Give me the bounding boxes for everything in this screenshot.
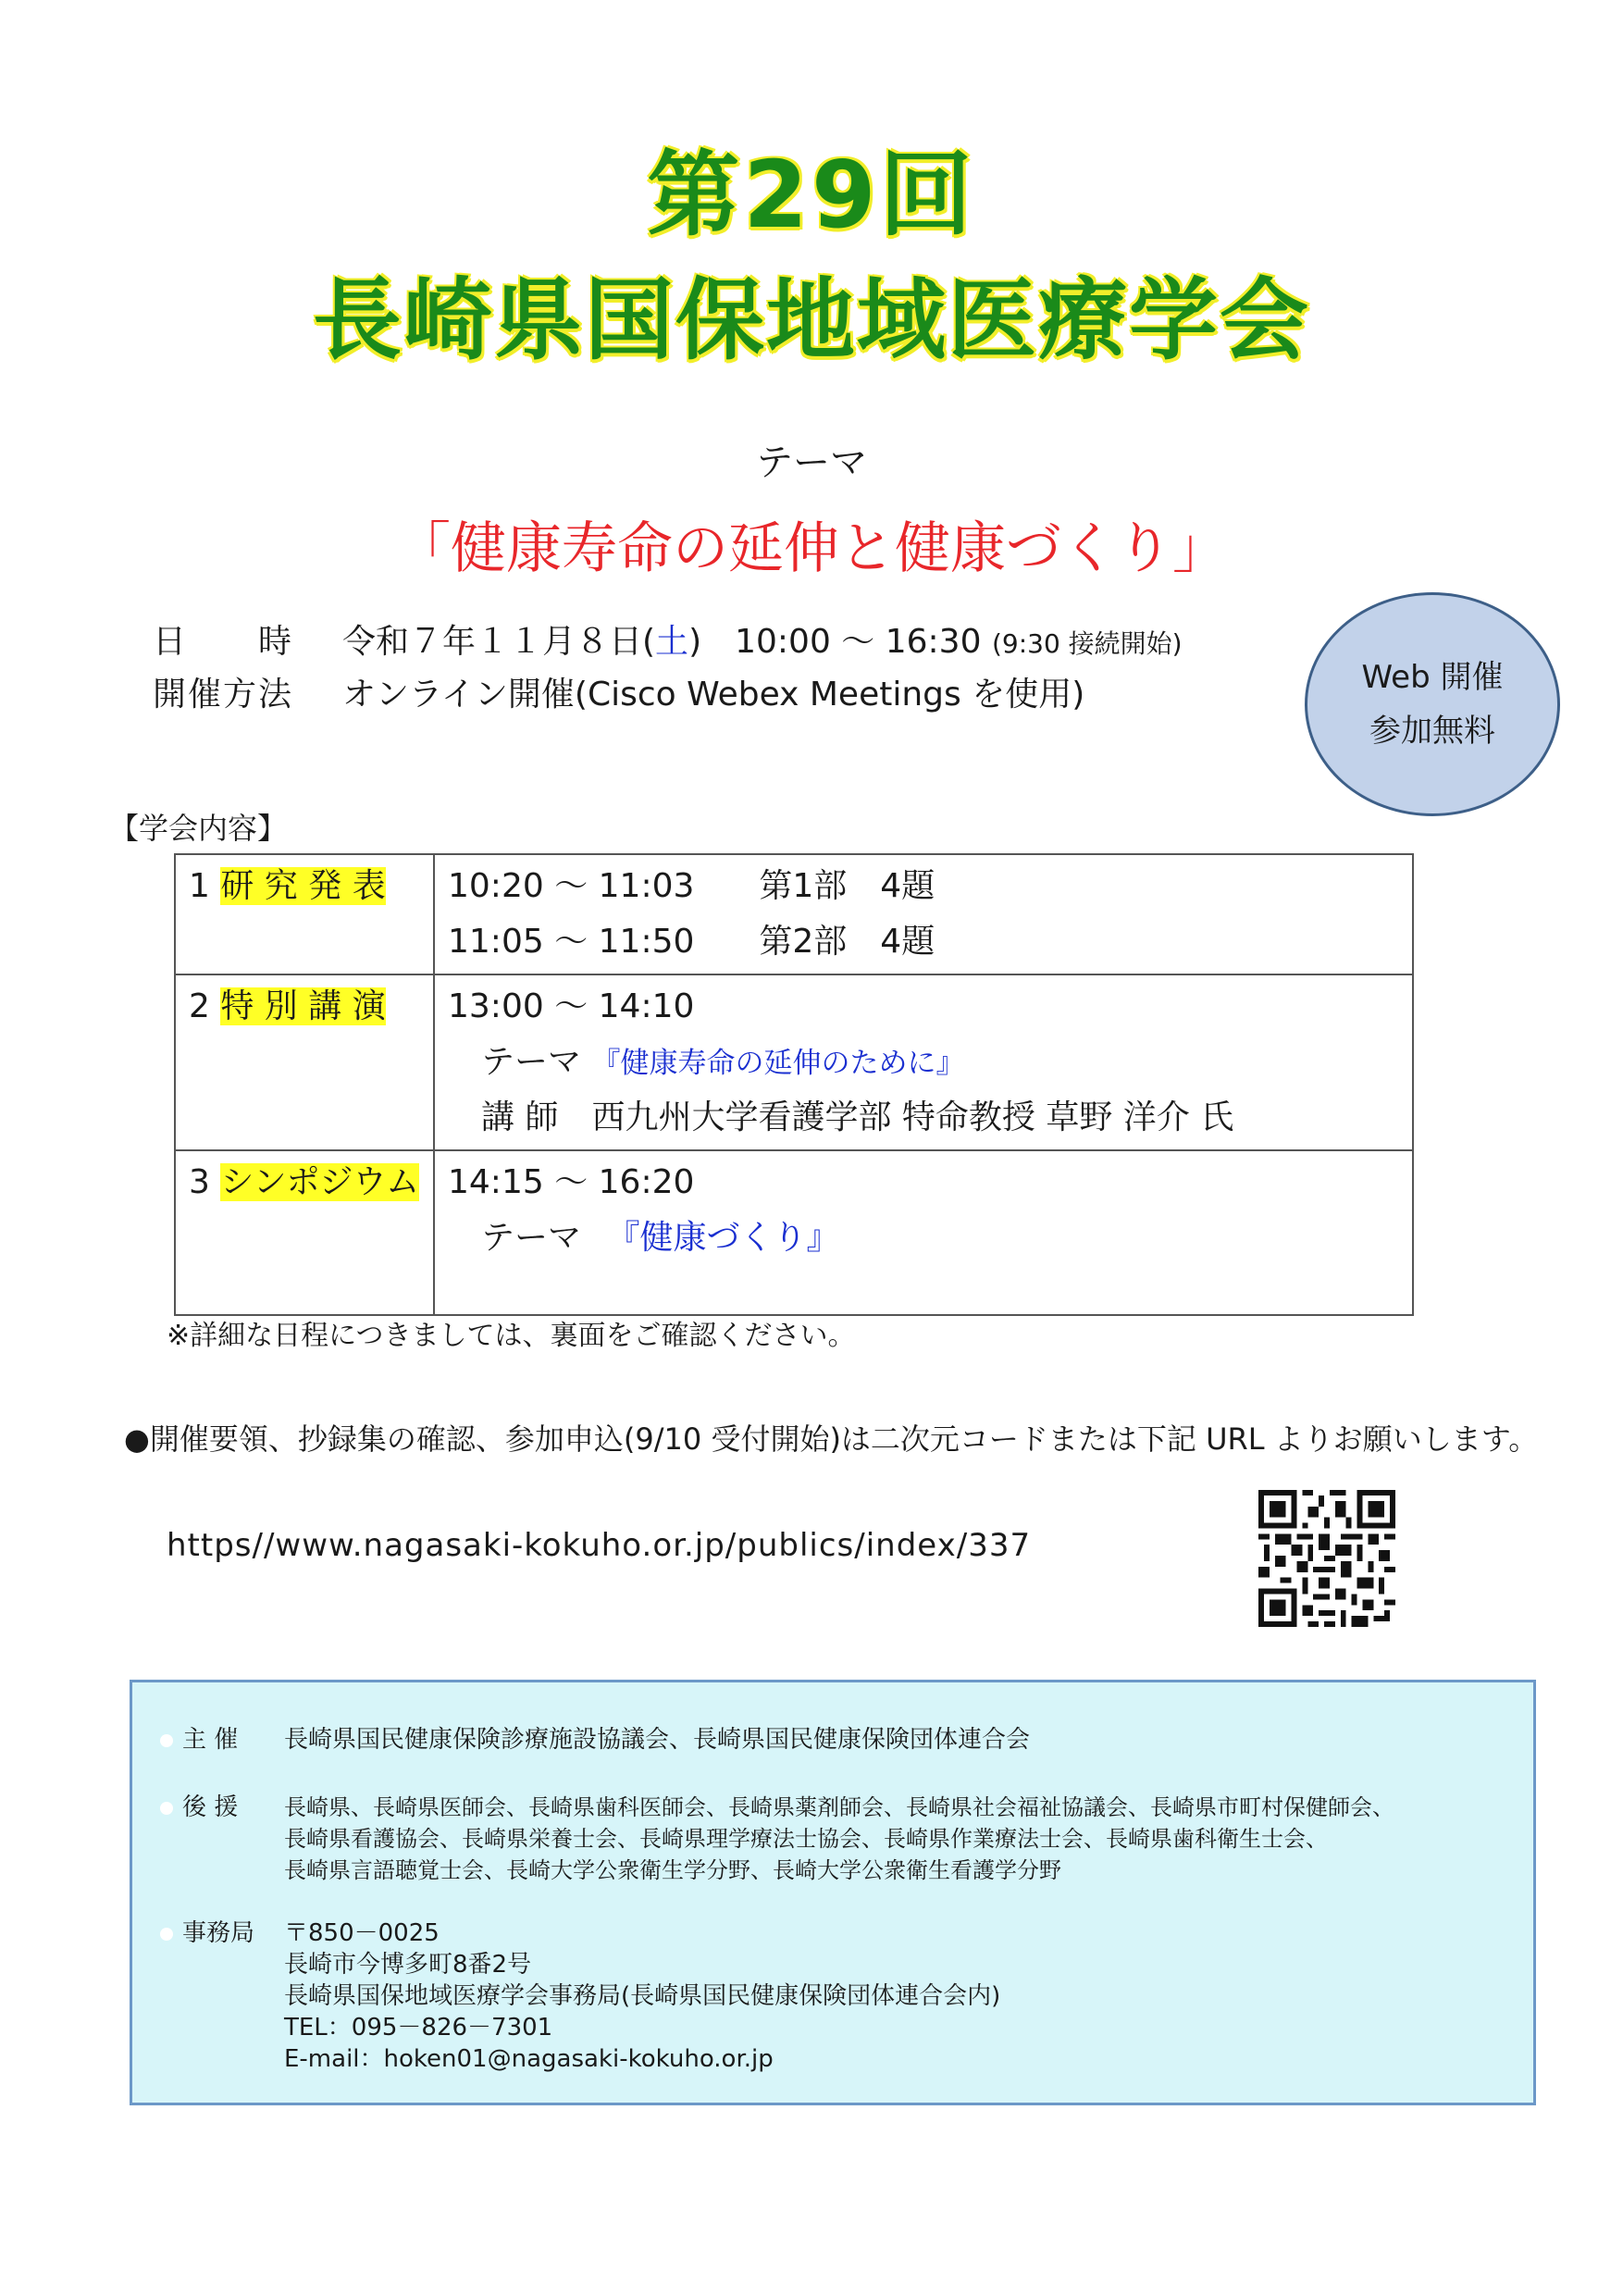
program-label-cell [175,974,434,1150]
host-value: 長崎県国民健康保険診療施設協議会、長崎県国民健康保険団体連合会 [284,1726,1031,1754]
registration-guide: ●開催要領、抄録集の確認、参加申込(9/10 受付開始)は二次元コードまたは下記 URL よりお願いします。 [124,1421,1539,1457]
program-detail-cell [434,854,1413,974]
badge-line-web: Web 開催 [1361,659,1504,696]
session-detail: 第2部 4題 [759,923,935,961]
session-time: 11:05 ～ 11:50 [448,923,695,961]
organizer-info-box [130,1680,1536,2105]
datetime-row [153,615,1183,663]
lecture-theme-key: テーマ [481,1043,582,1081]
bullet-icon [160,1802,173,1815]
lecturer: 講 師 西九州大学看護学部 特命教授 草野 洋介 氏 [481,1098,1234,1136]
session-time: 13:00 ～ 14:10 [448,987,695,1025]
program-label-cell [175,1150,434,1315]
symposium-theme-value: 『健康づくり』 [606,1219,840,1257]
program-number: 3 [189,1163,210,1201]
support-row [160,1792,1394,1886]
program-row [175,974,1413,1150]
office-address: 長崎市今博多町8番2号 [284,1951,532,1979]
program-detail-cell [434,1150,1413,1315]
bullet-icon [160,1734,173,1747]
theme-title: 「健康寿命の延伸と健康づくり」 [395,516,1228,581]
web-free-badge [1305,592,1560,816]
office-postal: 〒850－0025 [284,1919,440,1947]
datetime-time: ) 10:00 ～ 16:30 [688,623,982,661]
method-key: 開催方法 [153,676,294,714]
program-label-cell [175,854,434,974]
support-line: 長崎県言語聴覚士会、長崎大学公衆衛生学分野、長崎大学公衆衛生看護学分野 [284,1857,1061,1883]
session-detail: 第1部 4題 [759,867,935,905]
office-email[interactable]: E-mail：hoken01@nagasaki-kokuho.or.jp [284,2045,774,2073]
program-row [175,854,1413,974]
program-label: 研 究 発 表 [220,867,386,905]
program-row [175,1150,1413,1315]
support-key: 後 援 [182,1793,239,1821]
office-row [160,1917,1000,2075]
program-heading: 【学会内容】 [109,811,288,846]
program-label: 特 別 講 演 [220,987,386,1025]
badge-line-free: 参加無料 [1369,713,1495,750]
host-key: 主 催 [182,1726,239,1754]
qr-code-icon[interactable] [1258,1490,1395,1627]
office-name: 長崎県国保地域医療学会事務局(長崎県国民健康保険団体連合会内) [284,1982,1001,2010]
theme-label: テーマ [756,441,867,484]
office-tel: TEL：095－826－7301 [284,2014,553,2042]
program-number: 1 [189,867,210,905]
support-line: 長崎県看護協会、長崎県栄養士会、長崎県理学療法士協会、長崎県作業療法士会、長崎県歯科衛生士会、 [284,1826,1328,1852]
lecture-theme-value: 『健康寿命の延伸のために』 [591,1047,965,1080]
datetime-connect-note: (9:30 接続開始) [991,628,1183,659]
session-time: 14:15 ～ 16:20 [448,1163,695,1201]
registration-url[interactable]: https//www.nagasaki-kokuho.or.jp/publics/index/337 [167,1527,1032,1564]
program-table [174,853,1414,1316]
program-number: 2 [189,987,210,1025]
program-detail-cell [434,974,1413,1150]
session-time: 10:20 ～ 11:03 [448,867,695,905]
method-value: オンライン開催(Cisco Webex Meetings を使用) [342,676,1085,714]
bullet-icon [160,1928,173,1941]
datetime-date: 令和７年１１月８日( [342,623,656,661]
office-value [284,1917,1000,2075]
symposium-theme-key: テーマ [481,1219,582,1257]
datetime-weekday: 土 [655,623,689,661]
support-value [284,1792,1394,1886]
schedule-note: ※詳細な日程につきましては、裏面をご確認ください。 [167,1320,856,1352]
program-label: シンポジウム [220,1163,420,1201]
event-number-title: 第29回 [647,141,976,249]
datetime-key: 日 時 [153,623,294,661]
support-line: 長崎県、長崎県医師会、長崎県歯科医師会、長崎県薬剤師会、長崎県社会福祉協議会、長崎県市町村保健師会、 [284,1794,1394,1820]
method-row [153,668,1084,715]
event-name-title: 長崎県国保地域医療学会 [313,268,1310,372]
host-row [160,1724,1030,1756]
office-key: 事務局 [182,1919,255,1947]
